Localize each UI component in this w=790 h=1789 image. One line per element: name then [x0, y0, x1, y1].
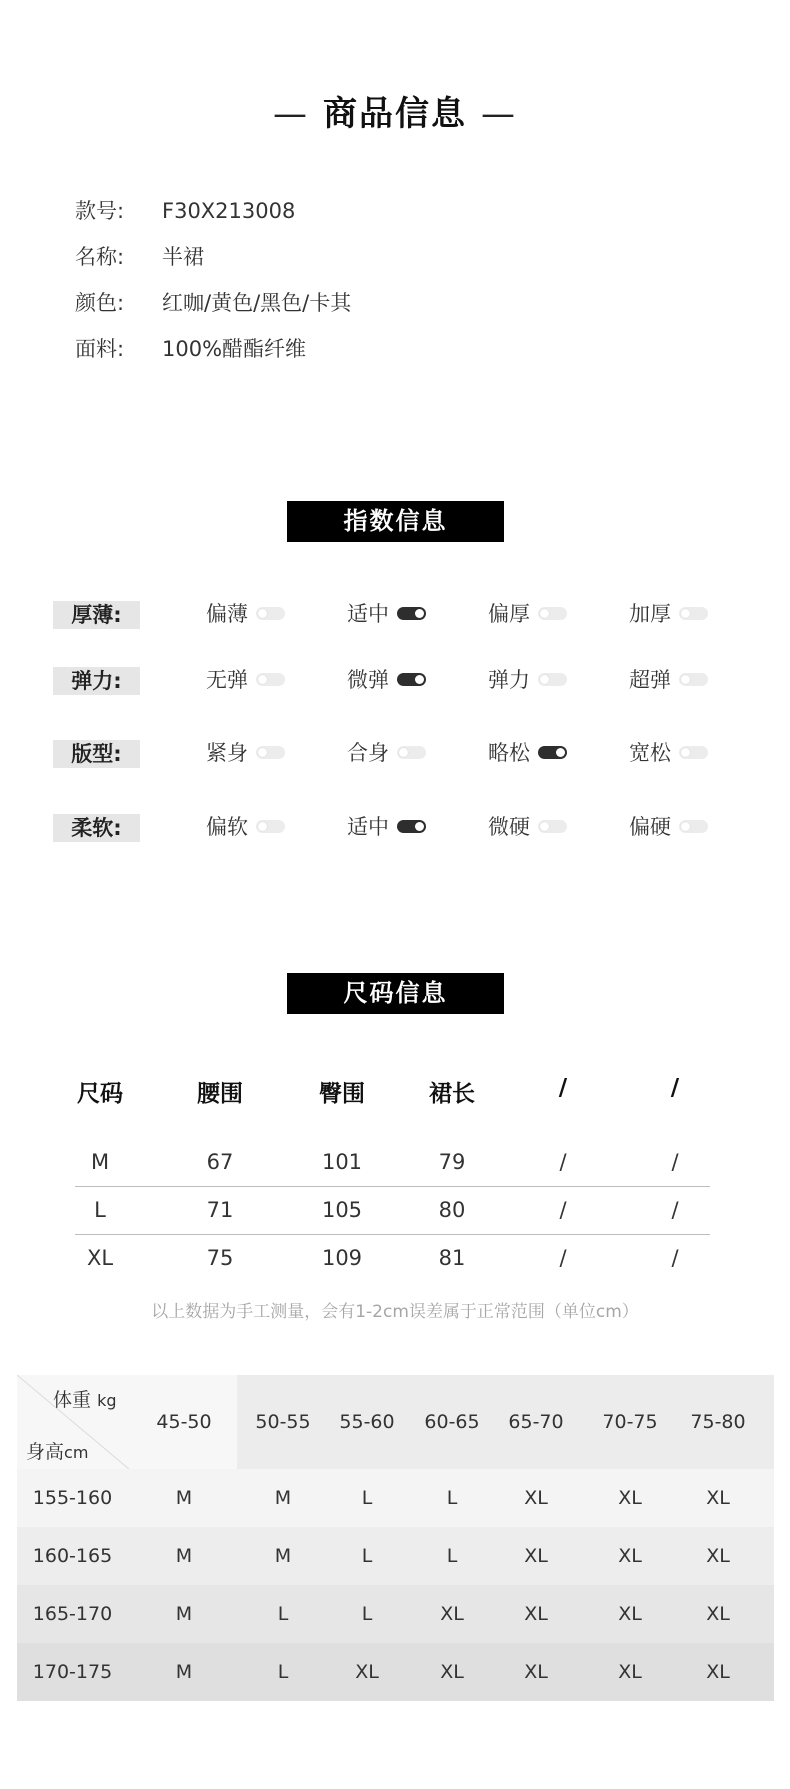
fit-chart-size: XL — [440, 1661, 464, 1683]
info-row-fabric — [75, 334, 306, 364]
fit-chart-height: 165-170 — [32, 1603, 113, 1625]
size-table-cell: / — [559, 1150, 567, 1174]
toggle-on-icon — [397, 820, 426, 833]
fit-chart-height: 155-160 — [32, 1487, 113, 1509]
fit-chart-size: L — [361, 1545, 373, 1567]
fit-chart-weight-header: 75-80 — [690, 1411, 746, 1433]
index-row-label: 弹力: — [53, 667, 140, 695]
index-option[interactable] — [206, 665, 285, 695]
toggle-off-icon — [256, 607, 285, 620]
fit-chart-height: 160-165 — [32, 1545, 113, 1567]
info-row-style-no — [75, 196, 295, 226]
info-row-color — [75, 288, 351, 318]
size-table-cell: / — [671, 1198, 679, 1222]
fit-chart-size: M — [175, 1487, 193, 1509]
weight-label: 体重 kg — [53, 1389, 117, 1411]
index-option[interactable] — [488, 665, 567, 695]
index-option-label: 宽松 — [629, 741, 671, 765]
fit-chart-size: L — [277, 1603, 289, 1625]
index-option-label: 加厚 — [629, 602, 671, 626]
size-table-header: 裙长 — [429, 1081, 475, 1107]
size-table-cell: 67 — [206, 1150, 234, 1174]
toggle-off-icon — [256, 673, 285, 686]
fit-chart-size: L — [446, 1487, 458, 1509]
index-option-label: 弹力 — [488, 668, 530, 692]
fit-chart-weight-header: 65-70 — [508, 1411, 564, 1433]
size-table-header: / — [558, 1075, 568, 1101]
fit-chart — [17, 1375, 774, 1700]
info-value: 半裙 — [162, 245, 204, 269]
index-option[interactable] — [488, 812, 567, 842]
size-table-cell: / — [559, 1246, 567, 1270]
size-table-cell: / — [559, 1198, 567, 1222]
fit-chart-size: L — [361, 1487, 373, 1509]
fit-chart-size: XL — [524, 1545, 548, 1567]
toggle-off-icon — [538, 607, 567, 620]
index-option[interactable] — [206, 599, 285, 629]
size-table-cell: 105 — [321, 1198, 363, 1222]
size-table-cell: 81 — [438, 1246, 466, 1270]
fit-chart-size: M — [175, 1545, 193, 1567]
index-row-label: 厚薄: — [53, 601, 140, 629]
index-option[interactable] — [629, 738, 708, 768]
fit-chart-row — [17, 1469, 774, 1527]
size-table-cell: 101 — [321, 1150, 363, 1174]
index-option[interactable] — [347, 812, 426, 842]
fit-chart-size: XL — [440, 1603, 464, 1625]
size-table-header: 臀围 — [319, 1081, 365, 1107]
toggle-off-icon — [256, 746, 285, 759]
index-option[interactable] — [347, 665, 426, 695]
size-table-cell: L — [94, 1198, 106, 1222]
index-option-label: 适中 — [347, 815, 389, 839]
index-option-label: 超弹 — [629, 668, 671, 692]
index-option-label: 偏薄 — [206, 602, 248, 626]
toggle-off-icon — [679, 820, 708, 833]
index-option-label: 合身 — [347, 741, 389, 765]
index-option-label: 无弹 — [206, 668, 248, 692]
fit-chart-row — [17, 1643, 774, 1701]
toggle-off-icon — [679, 607, 708, 620]
fit-chart-weight-header: 45-50 — [156, 1411, 212, 1433]
toggle-on-icon — [538, 746, 567, 759]
index-option[interactable] — [629, 599, 708, 629]
toggle-off-icon — [679, 673, 708, 686]
size-table-divider — [75, 1234, 710, 1235]
index-option-label: 微弹 — [347, 668, 389, 692]
toggle-off-icon — [538, 820, 567, 833]
index-row-label: 版型: — [53, 740, 140, 768]
size-table-header: 尺码 — [77, 1081, 123, 1107]
fit-chart-size: XL — [524, 1661, 548, 1683]
fit-chart-size: L — [361, 1603, 373, 1625]
fit-chart-size: XL — [618, 1603, 642, 1625]
fit-chart-size: M — [274, 1487, 292, 1509]
fit-chart-size: XL — [618, 1661, 642, 1683]
fit-chart-size: M — [175, 1603, 193, 1625]
index-option-label: 紧身 — [206, 741, 248, 765]
fit-chart-height: 170-175 — [32, 1661, 113, 1683]
fit-chart-size: XL — [706, 1603, 730, 1625]
size-table-divider — [75, 1186, 710, 1187]
size-table-header: / — [670, 1075, 680, 1101]
index-option-label: 偏软 — [206, 815, 248, 839]
fit-chart-size: XL — [618, 1487, 642, 1509]
product-info-title: — 商品信息 — — [273, 94, 517, 134]
fit-chart-size: XL — [524, 1603, 548, 1625]
index-option[interactable] — [629, 812, 708, 842]
fit-chart-size: XL — [524, 1487, 548, 1509]
toggle-off-icon — [397, 746, 426, 759]
index-option[interactable] — [206, 738, 285, 768]
toggle-off-icon — [538, 673, 567, 686]
info-value: F30X213008 — [162, 199, 296, 223]
index-option-label: 略松 — [488, 741, 530, 765]
fit-chart-weight-header: 60-65 — [424, 1411, 480, 1433]
toggle-off-icon — [256, 820, 285, 833]
index-option-label: 适中 — [347, 602, 389, 626]
info-key: 名称: — [75, 245, 125, 269]
fit-chart-size: XL — [706, 1545, 730, 1567]
index-option[interactable] — [347, 738, 426, 768]
info-key: 款号: — [75, 199, 125, 223]
fit-chart-size: XL — [618, 1545, 642, 1567]
index-option[interactable] — [347, 599, 426, 629]
index-option-label: 偏硬 — [629, 815, 671, 839]
size-info-title: 尺码信息 — [287, 973, 504, 1014]
toggle-off-icon — [679, 746, 708, 759]
product-info-title-text: 商品信息 — [323, 94, 467, 134]
toggle-on-icon — [397, 607, 426, 620]
index-option[interactable] — [488, 738, 567, 768]
fit-chart-size: L — [277, 1661, 289, 1683]
size-table-header: 腰围 — [197, 1081, 243, 1107]
info-value: 100%醋酯纤维 — [162, 337, 307, 361]
size-table-cell: / — [671, 1150, 679, 1174]
fit-chart-row — [17, 1585, 774, 1643]
fit-chart-size: L — [446, 1545, 458, 1567]
size-table-cell: / — [671, 1246, 679, 1270]
fit-chart-size: XL — [355, 1661, 379, 1683]
fit-chart-weight-header: 50-55 — [255, 1411, 311, 1433]
fit-chart-weight-header: 70-75 — [602, 1411, 658, 1433]
index-info-title: 指数信息 — [287, 501, 504, 542]
fit-chart-size: M — [175, 1661, 193, 1683]
index-option[interactable] — [206, 812, 285, 842]
size-table-cell: 109 — [321, 1246, 363, 1270]
info-key: 面料: — [75, 337, 125, 361]
toggle-on-icon — [397, 673, 426, 686]
fit-chart-row — [17, 1527, 774, 1585]
fit-chart-size: M — [274, 1545, 292, 1567]
info-key: 颜色: — [75, 291, 125, 315]
index-option[interactable] — [629, 665, 708, 695]
size-table-cell: XL — [86, 1246, 114, 1270]
size-table-cell: 71 — [206, 1198, 234, 1222]
fit-chart-weight-header: 55-60 — [339, 1411, 395, 1433]
info-value: 红咖/黄色/黑色/卡其 — [162, 291, 352, 315]
index-option-label: 偏厚 — [488, 602, 530, 626]
index-row-label: 柔软: — [53, 814, 140, 842]
info-row-name — [75, 242, 204, 272]
size-table-cell: 79 — [438, 1150, 466, 1174]
size-note: 以上数据为手工测量，会有1-2cm误差属于正常范围（单位cm） — [151, 1302, 639, 1322]
size-table-cell: M — [90, 1150, 110, 1174]
size-table-cell: 75 — [206, 1246, 234, 1270]
index-option-label: 微硬 — [488, 815, 530, 839]
height-label: 身高cm — [26, 1441, 89, 1463]
fit-chart-size: XL — [706, 1487, 730, 1509]
fit-chart-size: XL — [706, 1661, 730, 1683]
size-table-cell: 80 — [438, 1198, 466, 1222]
index-option[interactable] — [488, 599, 567, 629]
